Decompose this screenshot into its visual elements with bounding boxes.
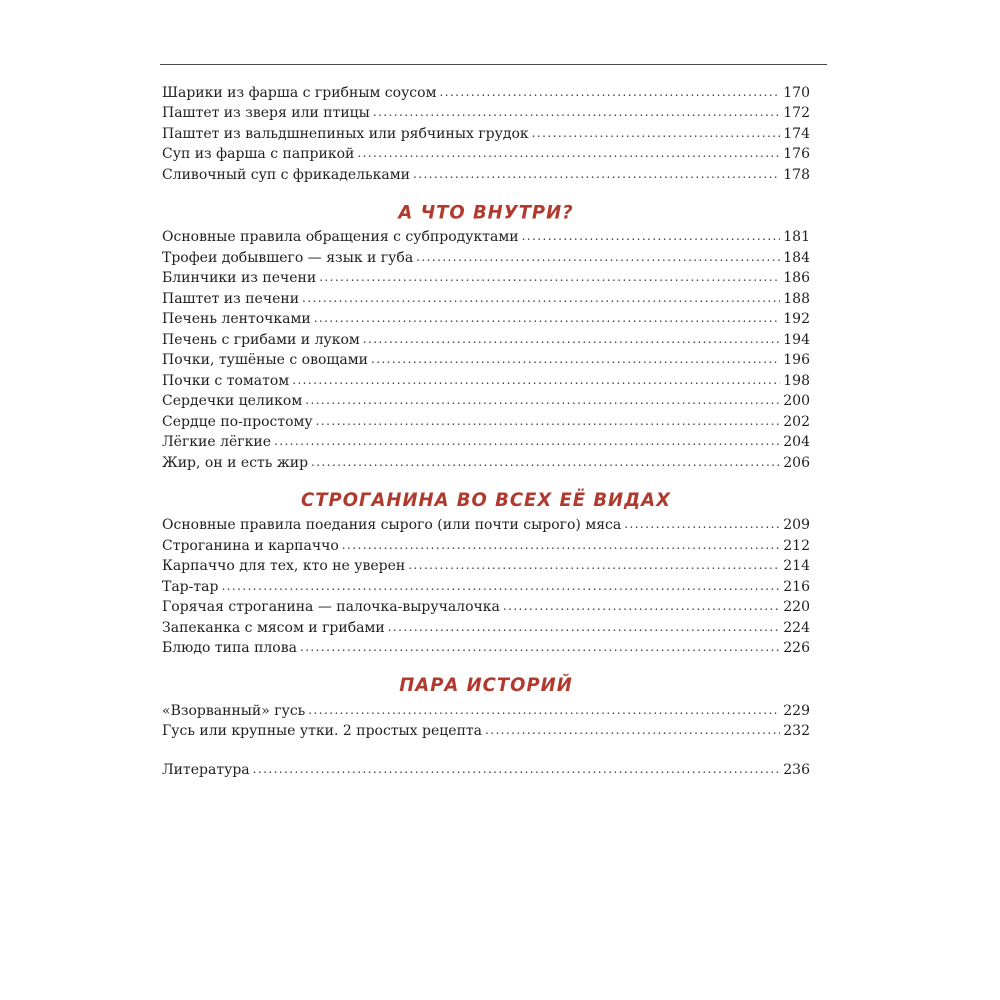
toc-entry-page: 176 [783, 146, 810, 162]
dot-leader [221, 577, 780, 595]
toc-entry[interactable] [162, 164, 810, 185]
dot-leader [253, 760, 781, 778]
toc-entry-page: 200 [783, 393, 810, 409]
toc-entry-title: Строганина и карпаччо [162, 537, 339, 554]
dot-leader [388, 618, 781, 636]
toc-entry-title: Карпаччо для тех, кто не уверен [162, 558, 406, 574]
toc-entry[interactable] [162, 268, 810, 289]
toc-entry-page: 172 [783, 105, 810, 121]
toc-entry-page: 232 [783, 723, 810, 739]
toc-entry[interactable] [162, 103, 810, 124]
toc-entry-page: 220 [783, 599, 810, 615]
toc-entry-page: 198 [783, 372, 810, 389]
toc-entry[interactable] [162, 721, 810, 742]
toc-section [162, 82, 810, 185]
toc-section [162, 199, 810, 473]
toc-entry-page: 181 [783, 229, 810, 245]
toc-entry-page: 170 [783, 84, 810, 101]
toc-entry[interactable] [162, 452, 810, 473]
toc-entry-literature[interactable] [162, 759, 810, 780]
toc-entry-title: Блюдо типа плова [162, 640, 297, 656]
toc-entry-title: Лёгкие лёгкие [162, 434, 271, 450]
toc-entry-page: 192 [783, 311, 810, 327]
toc-entry-page: 178 [783, 166, 810, 183]
toc-entry-title: Печень ленточками [162, 311, 311, 327]
toc-entry[interactable] [162, 247, 810, 268]
toc-entry-title: Сердечки целиком [162, 393, 303, 409]
table-of-contents [162, 82, 810, 780]
toc-entry-page: 174 [783, 125, 810, 142]
toc-entry[interactable] [162, 556, 810, 577]
toc-entry-page: 214 [783, 558, 810, 574]
dot-leader [624, 515, 780, 533]
toc-entry-page: 194 [783, 331, 810, 348]
toc-entry[interactable] [162, 617, 810, 638]
dot-leader [319, 268, 780, 286]
toc-entry-title: Литература [162, 761, 250, 778]
toc-entry-title: Сердце по-простому [162, 413, 313, 430]
toc-entry[interactable] [162, 576, 810, 597]
toc-entry-title: Шарики из фарша с грибным соусом [162, 84, 437, 101]
dot-leader [363, 330, 780, 348]
toc-entry-page: 229 [783, 702, 810, 719]
toc-entry-title: Паштет из печени [162, 290, 300, 307]
toc-entry[interactable] [162, 700, 810, 721]
section-heading: А ЧТО ВНУТРИ? [398, 200, 574, 223]
toc-entry-page: 226 [783, 640, 810, 656]
toc-entry-page: 188 [783, 290, 810, 307]
toc-entry[interactable] [162, 535, 810, 556]
dot-leader [373, 103, 780, 121]
toc-entry-page: 209 [783, 517, 810, 533]
dot-leader [311, 453, 780, 471]
dot-leader [503, 597, 780, 615]
toc-entry-title: Жир, он и есть жир [162, 454, 309, 471]
toc-entry-title: Почки, тушёные с овощами [162, 352, 368, 368]
toc-entry[interactable] [162, 329, 810, 350]
dot-leader [274, 432, 780, 450]
dot-leader [522, 227, 781, 245]
toc-entry-title: Тар-тар [162, 578, 219, 595]
toc-entry[interactable] [162, 597, 810, 618]
top-rule [160, 64, 827, 65]
toc-entry-page: 212 [783, 537, 810, 554]
toc-entry-title: Основные правила обращения с субпродуктами [162, 229, 519, 245]
toc-entry[interactable] [162, 411, 810, 432]
dot-leader [314, 309, 781, 327]
dot-leader [485, 721, 780, 739]
toc-entry[interactable] [162, 370, 810, 391]
toc-entry-title: Паштет из вальдшнепиных или рябчиных грудок [162, 125, 529, 142]
toc-entry-page: 186 [783, 270, 810, 286]
toc-section [162, 672, 810, 741]
toc-entry[interactable] [162, 82, 810, 103]
toc-entry[interactable] [162, 309, 810, 330]
toc-entry-page: 204 [783, 434, 810, 450]
toc-entry-title: Суп из фарша с паприкой [162, 146, 355, 162]
toc-entry-page: 236 [783, 761, 810, 778]
section-heading: СТРОГАНИНА ВО ВСЕХ ЕЁ ВИДАХ [301, 488, 671, 511]
toc-entry[interactable] [162, 350, 810, 371]
toc-entry[interactable] [162, 391, 810, 412]
toc-entry[interactable] [162, 144, 810, 165]
dot-leader [302, 289, 780, 307]
toc-entry-title: Паштет из зверя или птицы [162, 105, 370, 121]
dot-leader [532, 124, 781, 142]
toc-entry[interactable] [162, 515, 810, 536]
toc-entry-page: 196 [783, 352, 810, 368]
dot-leader [408, 556, 780, 574]
dot-leader [357, 144, 780, 162]
section-heading: ПАРА ИСТОРИЙ [399, 674, 573, 697]
dot-leader [292, 371, 780, 389]
toc-entry-title: Основные правила поедания сырого (или почти сырого) мяса [162, 517, 622, 533]
toc-entry[interactable] [162, 432, 810, 453]
toc-entry-title: Гусь или крупные утки. 2 простых рецепта [162, 723, 482, 739]
dot-leader [316, 412, 781, 430]
dot-leader [439, 83, 780, 101]
toc-entry[interactable] [162, 227, 810, 248]
toc-entry-title: «Взорванный» гусь [162, 702, 306, 719]
toc-entry-page: 206 [783, 454, 810, 471]
toc-entry-page: 202 [783, 413, 810, 430]
dot-leader [308, 701, 780, 719]
dot-leader [416, 248, 780, 266]
toc-entry-page: 184 [783, 249, 810, 266]
toc-section [162, 487, 810, 659]
toc-entry-title: Запеканка с мясом и грибами [162, 619, 385, 636]
toc-entry-title: Трофеи добывшего — язык и губа [162, 249, 414, 266]
toc-entry-title: Печень с грибами и луком [162, 331, 360, 348]
toc-entry-page: 216 [783, 578, 810, 595]
dot-leader [300, 638, 780, 656]
toc-entry[interactable] [162, 123, 810, 144]
dot-leader [413, 165, 780, 183]
toc-entry[interactable] [162, 288, 810, 309]
toc-entry-title: Почки с томатом [162, 372, 290, 389]
toc-entry-title: Блинчики из печени [162, 270, 317, 286]
toc-entry[interactable] [162, 638, 810, 659]
dot-leader [305, 391, 780, 409]
toc-entry-title: Сливочный суп с фрикадельками [162, 166, 410, 183]
toc-entry-page: 224 [783, 619, 810, 636]
dot-leader [371, 350, 780, 368]
toc-entry-title: Горячая строганина — палочка-выручалочка [162, 599, 500, 615]
dot-leader [342, 536, 780, 554]
